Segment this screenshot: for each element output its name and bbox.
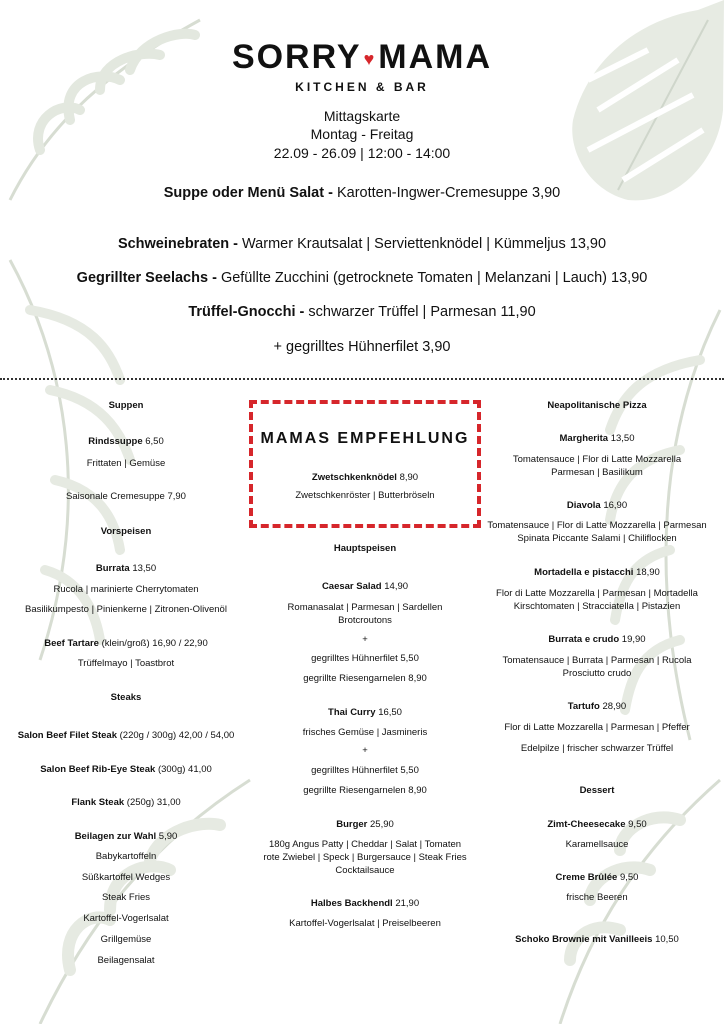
monstera-leaf-decoration: [528, 0, 724, 210]
recommendation-title: MAMAS EMPFEHLUNG: [260, 430, 470, 447]
menu-item: Margherita 13,50: [559, 433, 635, 444]
item-desc: Brotcroutons: [338, 615, 392, 626]
section-heading: Suppen: [108, 400, 144, 411]
side-item: Süßkartoffel Wedges: [81, 872, 171, 883]
lunch-item: Gegrillter Seelachs - Gefüllte Zucchini (getrocknete Tomaten | Melanzani | Lauch) 13,90: [76, 270, 648, 286]
side-item: Babykartoffeln: [95, 851, 157, 862]
item-desc: frisches Gemüse | Jasmineris: [302, 727, 428, 738]
logo-left: SORRY: [231, 38, 362, 76]
lunch-item: Trüffel-Gnocchi - schwarzer Trüffel | Parmesan 11,90: [188, 304, 536, 320]
item-desc: Flor di Latte Mozzarella | Parmesan | Mortadella: [496, 588, 698, 599]
side-item: Beilagensalat: [97, 955, 155, 966]
item-desc: Prosciutto crudo: [562, 668, 632, 679]
menu-item: Burger 25,90: [336, 819, 394, 830]
menu-item: Halbes Backhendl 21,90: [310, 898, 420, 909]
item-desc: Kirschtomaten | Stracciatella | Pistazien: [513, 601, 681, 612]
menu-item: Thai Curry 16,50: [328, 707, 402, 718]
item-desc: Cocktailsauce: [335, 865, 395, 876]
menu-days: Montag - Freitag: [310, 126, 414, 142]
menu-item: Beef Tartare (klein/groß) 16,90 / 22,90: [44, 638, 208, 649]
menu-item: Creme Brûlée 9,50: [555, 872, 639, 883]
menu-item: Rindssuppe 6,50: [88, 436, 164, 447]
menu-item: Beilagen zur Wahl 5,90: [74, 831, 178, 842]
section-heading: Neapolitanische Pizza: [547, 400, 647, 411]
addon-item: gegrillte Riesengarnelen 8,90: [303, 673, 427, 684]
lunch-item: Schweinebraten - Warmer Krautsalat | Serviettenknödel | Kümmeljus 13,90: [117, 236, 607, 252]
lunch-item: + gegrilltes Hühnerfilet 3,90: [273, 339, 451, 355]
lunch-item: Suppe oder Menü Salat - Karotten-Ingwer-Cremesuppe 3,90: [163, 185, 561, 201]
item-desc: Trüffelmayo | Toastbrot: [77, 658, 175, 669]
section-divider: [0, 378, 724, 380]
addon-item: gegrilltes Hühnerfilet 5,50: [311, 653, 419, 664]
side-item: Grillgemüse: [100, 934, 152, 945]
item-desc: Edelpilze | frischer schwarzer Trüffel: [520, 743, 674, 754]
item-desc: Kartoffel-Vogerlsalat | Preiselbeeren: [289, 918, 441, 929]
menu-item: Zimt-Cheesecake 9,50: [547, 819, 647, 830]
section-heading: Steaks: [110, 692, 142, 703]
item-desc: Tomatensauce | Flor di Latte Mozzarella: [512, 454, 682, 465]
item-desc: frische Beeren: [566, 892, 628, 903]
menu-item: Salon Beef Rib-Eye Steak (300g) 41,00: [40, 764, 212, 775]
item-desc: Parmesan | Basilikum: [551, 467, 643, 478]
menu-item: Diavola 16,90: [566, 500, 628, 511]
item-desc: Basilikumpesto | Pinienkerne | Zitronen-Olivenöl: [25, 604, 227, 615]
item-desc: rote Zwiebel | Speck | Burgersauce | Steak Fries: [263, 852, 467, 863]
side-item: Kartoffel-Vogerlsalat: [83, 913, 169, 924]
menu-item: Schoko Brownie mit Vanilleeis 10,50: [515, 934, 679, 945]
menu-title: Mittagskarte: [323, 108, 401, 124]
menu-item: Flank Steak (250g) 31,00: [71, 797, 181, 808]
section-heading: Vorspeisen: [100, 526, 152, 537]
section-heading: Dessert: [579, 785, 615, 796]
logo-subtitle: KITCHEN & BAR: [295, 80, 429, 94]
item-desc: Tomatensauce | Flor di Latte Mozzarella | Parmesan: [487, 520, 707, 531]
menu-item: Caesar Salad 14,90: [321, 581, 409, 592]
item-desc: Rucola | marinierte Cherrytomaten: [53, 584, 199, 595]
item-desc: Flor di Latte Mozzarella | Parmesan | Pfeffer: [504, 722, 690, 733]
item-desc: Tomatensauce | Burrata | Parmesan | Rucola: [502, 655, 692, 666]
menu-item: Zwetschkenknödel 8,90: [311, 472, 419, 483]
item-desc: Spinata Piccante Salami | Chiliflocken: [517, 533, 677, 544]
addon-item: gegrillte Riesengarnelen 8,90: [303, 785, 427, 796]
addon-item: gegrilltes Hühnerfilet 5,50: [311, 765, 419, 776]
item-desc: Frittaten | Gemüse: [86, 458, 166, 469]
heart-icon: ♥: [363, 48, 377, 69]
logo: [0, 38, 724, 77]
plus-sign: +: [362, 745, 368, 756]
logo-right: MAMA: [378, 38, 493, 76]
menu-item: Salon Beef Filet Steak (220g / 300g) 42,00 / 54,00: [17, 730, 235, 741]
side-item: Steak Fries: [101, 892, 151, 903]
menu-item: Burrata e crudo 19,90: [548, 634, 646, 645]
menu-dates: 22.09 - 26.09 | 12:00 - 14:00: [273, 145, 451, 161]
item-desc: 180g Angus Patty | Cheddar | Salat | Tomaten: [268, 839, 462, 850]
menu-item: Burrata 13,50: [95, 563, 157, 574]
recommendation-box: [249, 400, 481, 528]
item-desc: Romanasalat | Parmesan | Sardellen: [287, 602, 443, 613]
section-heading: Hauptspeisen: [333, 543, 397, 554]
item-desc: Zwetschkenröster | Butterbröseln: [295, 490, 435, 501]
plus-sign: +: [362, 634, 368, 645]
item-desc: Karamellsauce: [565, 839, 629, 850]
menu-item: Tartufo 28,90: [567, 701, 627, 712]
menu-item: Saisonale Cremesuppe 7,90: [66, 491, 186, 502]
menu-item: Mortadella e pistacchi 18,90: [534, 567, 660, 578]
